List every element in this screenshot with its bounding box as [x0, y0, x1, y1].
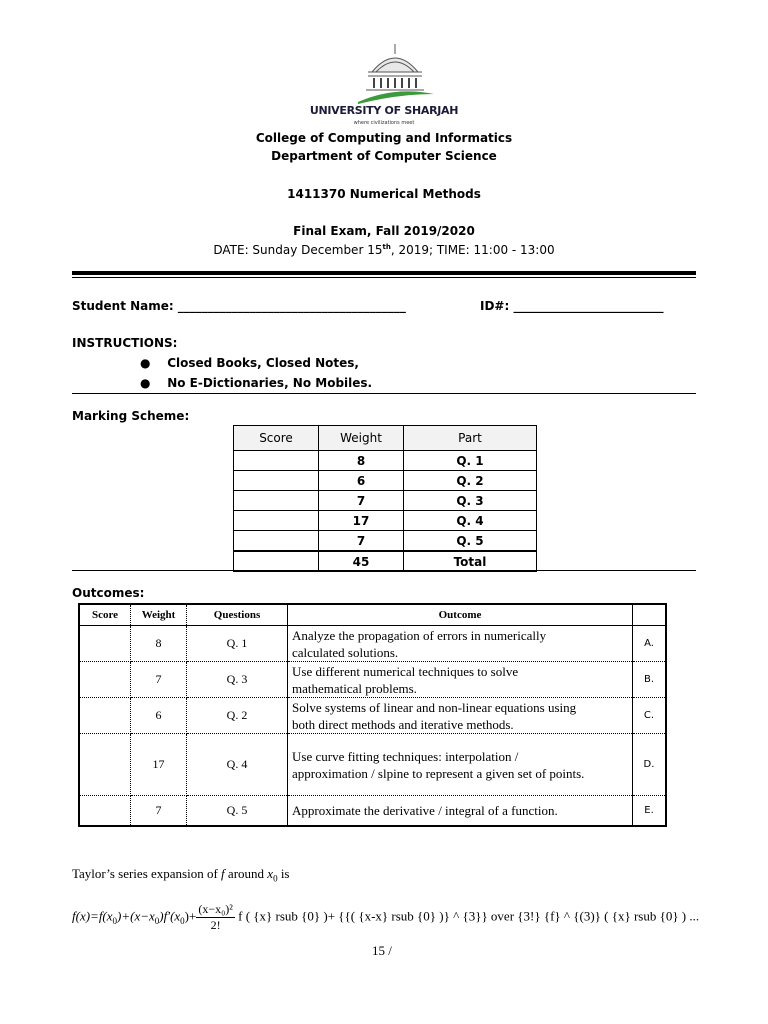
- university-tagline: where civilizations meet: [353, 120, 415, 126]
- table-row: [79, 662, 666, 698]
- exam-date-time: DATE: Sunday December 15th, 2019; TIME: 11:00 - 13:00: [213, 243, 555, 257]
- score-cell[interactable]: [79, 796, 131, 826]
- column-header: Weight: [319, 426, 404, 451]
- header-divider: [72, 271, 696, 275]
- score-cell[interactable]: [234, 531, 319, 552]
- instruction-item: ● Closed Books, Closed Notes,: [140, 356, 359, 370]
- score-cell[interactable]: [234, 511, 319, 531]
- outcomes-table: [78, 603, 667, 827]
- department-name: Department of Computer Science: [271, 149, 497, 163]
- table-row: [79, 698, 666, 734]
- exam-title: Final Exam, Fall 2019/2020: [293, 224, 475, 238]
- column-header: Part: [404, 426, 537, 451]
- total-score-cell[interactable]: [234, 551, 319, 572]
- marking-divider: [72, 570, 696, 571]
- table-row: [79, 626, 666, 662]
- outcome-cell: Approximate the derivative / integral of a function.: [288, 796, 633, 826]
- weight-cell: 7: [319, 531, 404, 552]
- dome-icon: [366, 44, 424, 90]
- weight-cell: 7: [319, 491, 404, 511]
- header-divider-thin: [72, 277, 696, 278]
- table-row: [234, 451, 537, 471]
- taylor-intro: Taylor’s series expansion of f around $x_0$ is: [72, 866, 290, 884]
- outcome-cell: Solve systems of linear and non-linear equations using both direct methods and iterative methods.: [288, 698, 633, 734]
- table-row: [79, 734, 666, 796]
- outcome-cell: Use different numerical techniques to solve mathematical problems.: [288, 662, 633, 698]
- question-cell: Q. 4: [187, 734, 288, 796]
- table-header-row: [79, 604, 666, 626]
- student-name-field: Student Name: ______________________________________: [72, 299, 406, 313]
- outcome-letter: C.: [633, 698, 667, 734]
- column-header: Outcome: [288, 604, 633, 626]
- outcome-letter: D.: [633, 734, 667, 796]
- total-weight-cell: 45: [319, 551, 404, 572]
- instructions-divider: [72, 393, 696, 394]
- marking-scheme-title: Marking Scheme:: [72, 409, 190, 423]
- outcome-cell: Use curve fitting techniques: interpolation / approximation / slpine to represent a given set of points.: [288, 734, 633, 796]
- page-number: 15 /: [372, 943, 392, 958]
- course-title: 1411370 Numerical Methods: [287, 187, 481, 201]
- table-row: [234, 531, 537, 552]
- column-header: Weight: [131, 604, 187, 626]
- weight-cell: 17: [131, 734, 187, 796]
- outcome-letter: A.: [633, 626, 667, 662]
- score-cell[interactable]: [234, 451, 319, 471]
- university-logo: [354, 42, 436, 108]
- taylor-formula: $f(x)=f(x_0)+(x-x_0)f'(x_0)+$ $\frac{\text{(x−x₀)²}}{2!}$ f ( {x} rsub {0} )+ {{( {x-x} rsub {0} )} ^ {3}} over {3!} {f} ^ {(3)} ( {x} rsub {0} ) ...: [72, 902, 700, 932]
- table-row: [234, 491, 537, 511]
- column-header: [633, 604, 667, 626]
- outcomes-title: Outcomes:: [72, 586, 145, 600]
- column-header: Score: [234, 426, 319, 451]
- outcome-letter: B.: [633, 662, 667, 698]
- weight-cell: 8: [319, 451, 404, 471]
- green-swoosh-icon: [358, 91, 434, 104]
- part-cell: Q. 4: [404, 511, 537, 531]
- part-cell: Q. 3: [404, 491, 537, 511]
- part-cell: Q. 5: [404, 531, 537, 552]
- question-cell: Q. 3: [187, 662, 288, 698]
- weight-cell: 17: [319, 511, 404, 531]
- part-cell: Q. 2: [404, 471, 537, 491]
- score-cell[interactable]: [234, 491, 319, 511]
- weight-cell: 6: [319, 471, 404, 491]
- total-label-cell: Total: [404, 551, 537, 572]
- total-row: [234, 551, 537, 572]
- question-cell: Q. 2: [187, 698, 288, 734]
- table-header-row: [234, 426, 537, 451]
- table-row: [79, 796, 666, 826]
- marking-scheme-table: [233, 425, 537, 572]
- university-name: UNIVERSITY OF SHARJAH: [309, 104, 459, 117]
- weight-cell: 8: [131, 626, 187, 662]
- fraction: $\frac{\text{(x−x₀)²}}{2!}$: [198, 902, 233, 932]
- college-name: College of Computing and Informatics: [255, 131, 513, 145]
- instruction-item: ● No E-Dictionaries, No Mobiles.: [140, 376, 373, 390]
- score-cell[interactable]: [234, 471, 319, 491]
- part-cell: Q. 1: [404, 451, 537, 471]
- column-header: Score: [79, 604, 131, 626]
- question-cell: Q. 5: [187, 796, 288, 826]
- question-cell: Q. 1: [187, 626, 288, 662]
- score-cell[interactable]: [79, 734, 131, 796]
- outcome-letter: E.: [633, 796, 667, 826]
- score-cell[interactable]: [79, 698, 131, 734]
- weight-cell: 7: [131, 796, 187, 826]
- outcome-cell: Analyze the propagation of errors in numerically calculated solutions.: [288, 626, 633, 662]
- score-cell[interactable]: [79, 662, 131, 698]
- table-row: [234, 511, 537, 531]
- instructions-title: INSTRUCTIONS:: [72, 336, 178, 350]
- column-header: Questions: [187, 604, 288, 626]
- table-row: [234, 471, 537, 491]
- weight-cell: 7: [131, 662, 187, 698]
- student-id-field: ID#: _________________________: [480, 299, 664, 313]
- weight-cell: 6: [131, 698, 187, 734]
- score-cell[interactable]: [79, 626, 131, 662]
